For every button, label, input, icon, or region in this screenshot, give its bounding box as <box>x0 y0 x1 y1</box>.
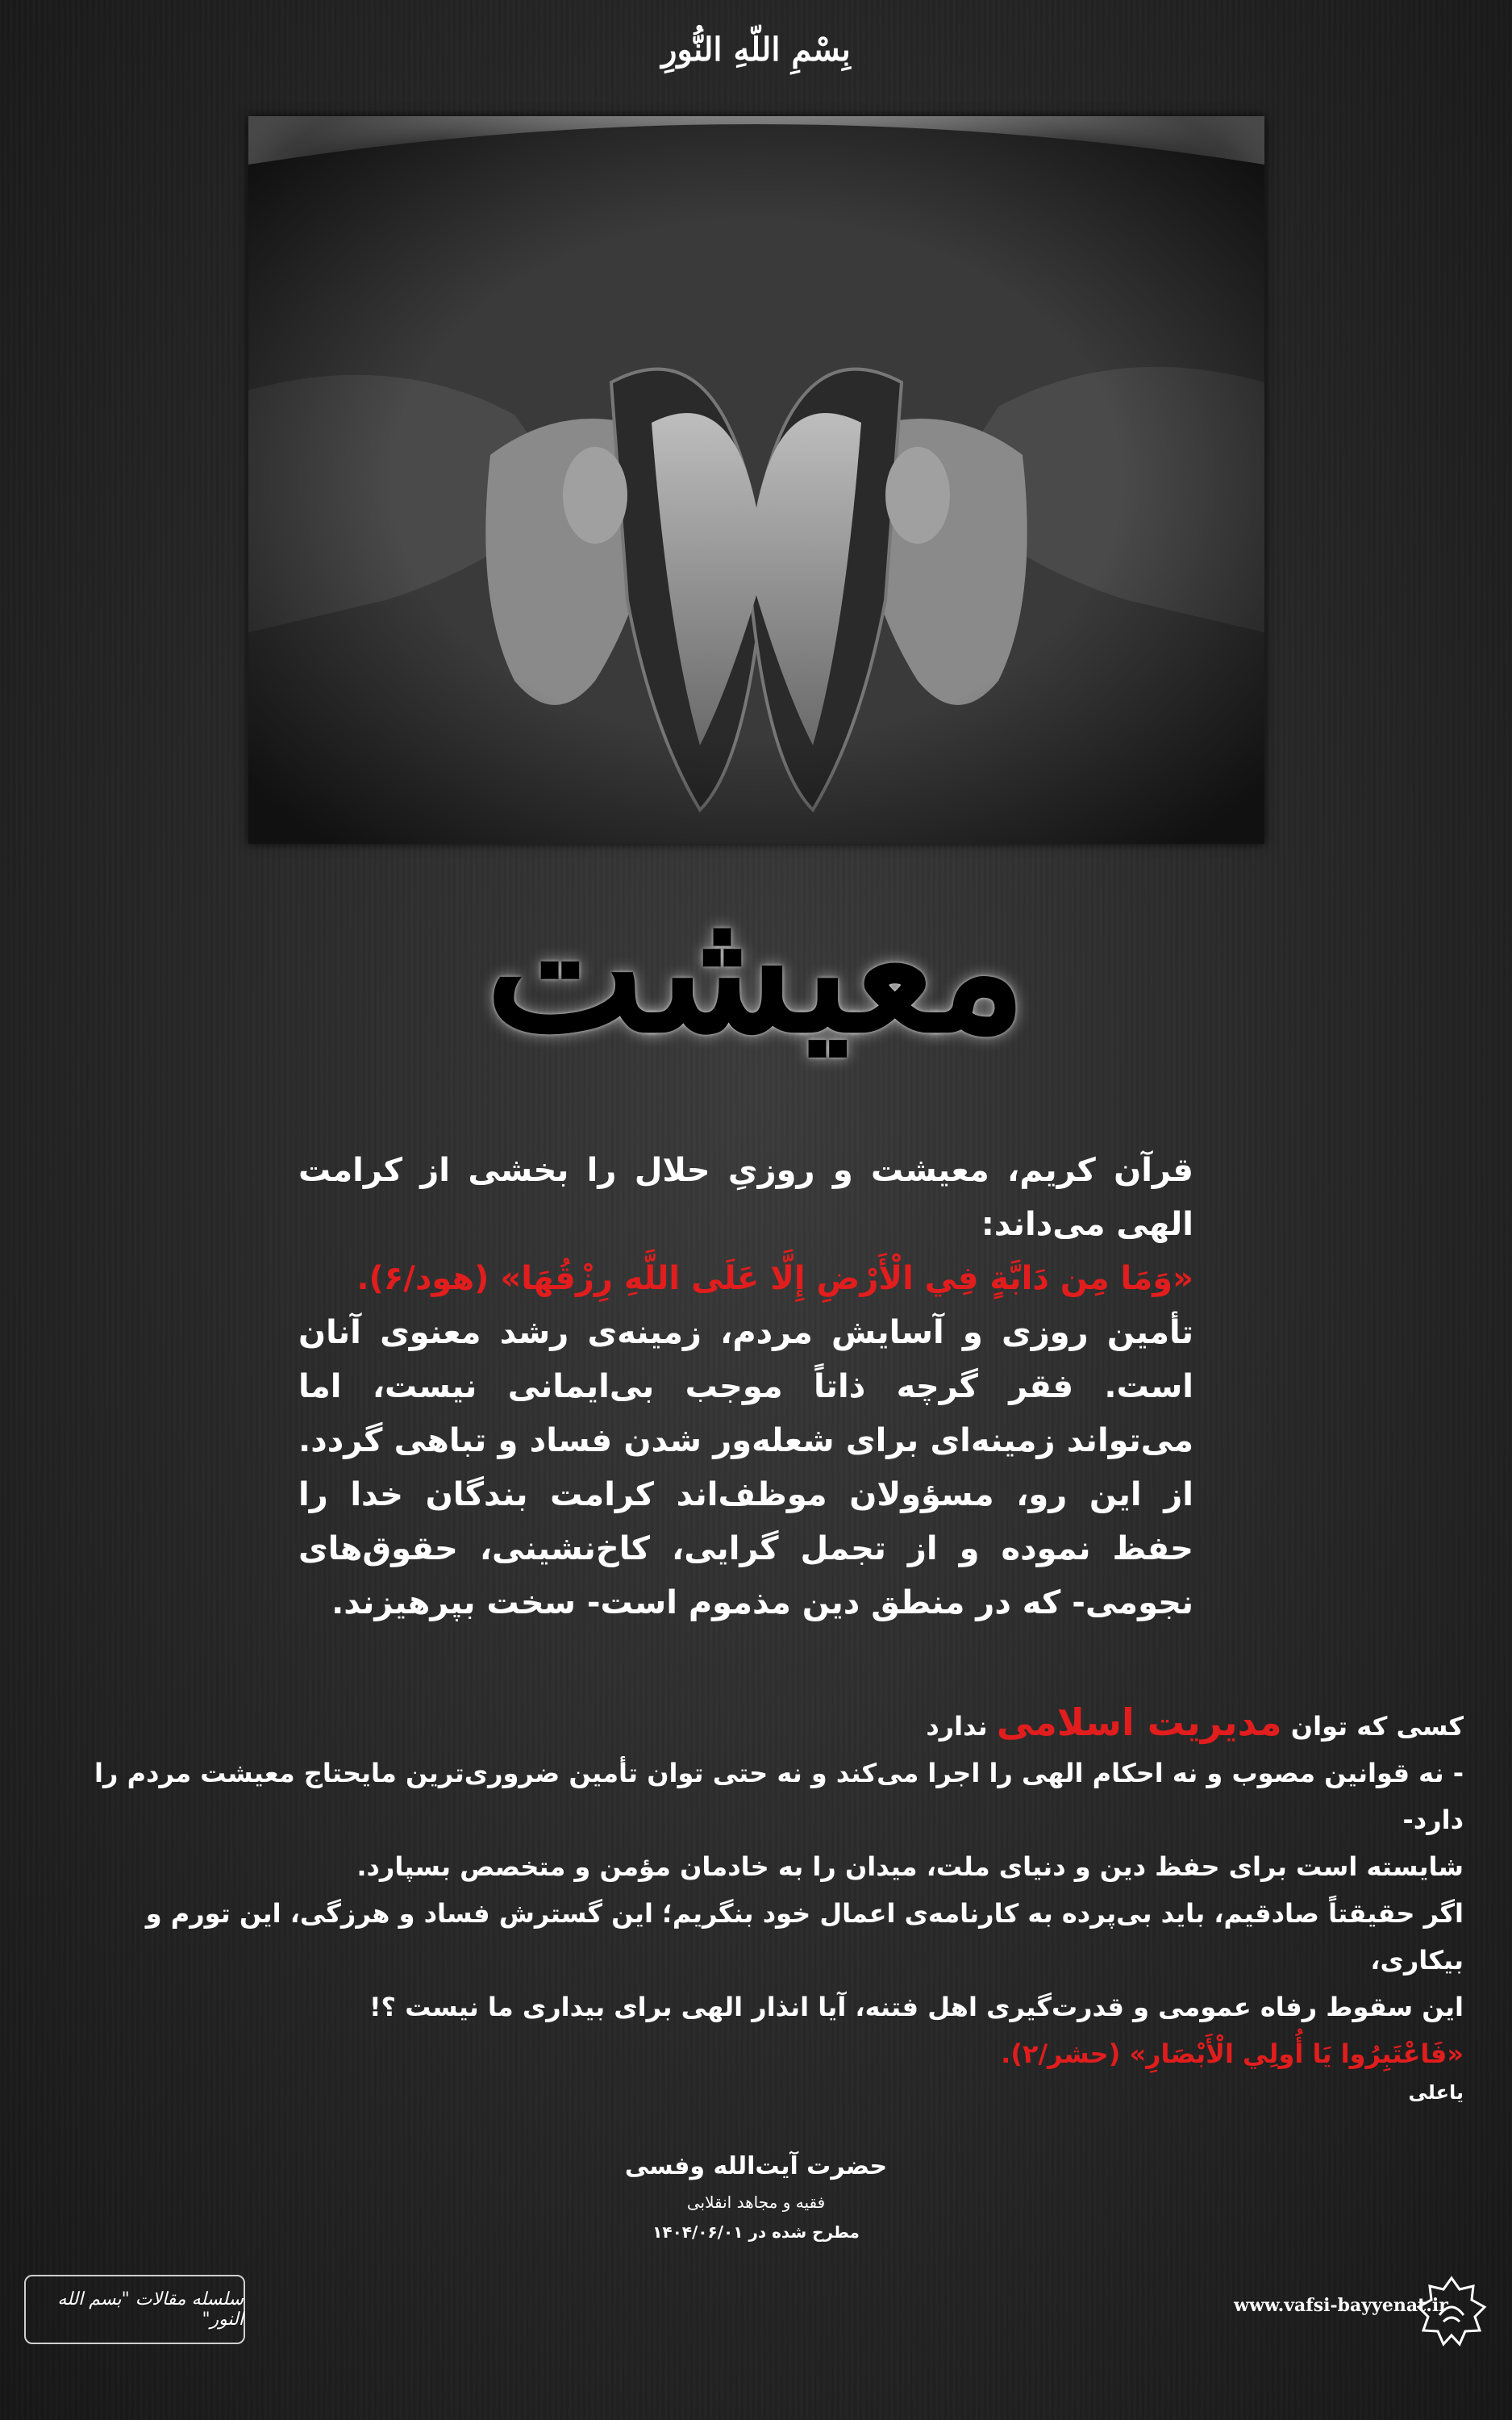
calligraphy-seal-icon <box>1415 2275 1488 2347</box>
bismillah-heading: بِسْمِ اللّهِ النُّورِ <box>661 31 851 69</box>
islamic-management-highlight: مدیریت اسلامی <box>996 1700 1282 1744</box>
paragraph-body-text: تأمین روزی و آسایش مردم، زمینه‌ی رشد معنوی آنان است. فقر گرچه ذاتاً موجب بی‌ایمانی نیست، اما می‌تواند زمینه‌ای برای شعله‌ور شدن فساد و تباهی گردد. از این رو، مسؤولان موظف‌اند کرامت بندگان خدا را حفظ نموده و از تجمل گرایی، کاخ‌نشینی، حقوق‌های نجومی- که در منطق دین مذموم است- سخت بپرهیزند. <box>298 1314 1193 1621</box>
management-section <box>48 1699 1464 2108</box>
quran-intro-text: قرآن کریم، معیشت و روزیِ حلال را بخشی از کرامت الهی می‌داند: <box>298 1152 1193 1243</box>
section2-line-4: اگر حقیقتاً صادقیم، باید بی‌پرده به کارنامه‌ی اعمال خود بنگریم؛ این گسترش فساد و هرزگی، این تورم و بیکاری، <box>145 1898 1464 1976</box>
website-link[interactable]: www.vafsi-bayyenat.ir <box>1234 2295 1448 2316</box>
quran-verse-hud: «وَمَا مِن دَابَّةٍ فِي الْأَرْضِ إِلَّا عَلَى اللَّهِ رِزْقُهَا» (هود/۶). <box>356 1260 1193 1297</box>
author-name: حضرت آیت‌الله وفسی <box>624 2152 888 2180</box>
section2-line-5: این سقوط رفاه عمومی و قدرت‌گیری اهل فتنه، آیا انذار الهی برای بیداری ما نیست ؟! <box>369 1992 1464 2022</box>
heading-pre-text: کسی که توان <box>1290 1711 1464 1742</box>
hands-empty-wallet-photo <box>248 116 1264 844</box>
section2-line-3: شایسته است برای حفظ دین و دنیای ملت، میدان را به خادمان مؤمن و متخصص بسپارد. <box>356 1851 1464 1882</box>
main-paragraph <box>298 1144 1193 1630</box>
section2-heading-line <box>48 1699 1464 1750</box>
page-title: معیشت <box>485 871 1027 1070</box>
photo-illustration <box>248 116 1264 844</box>
ya-ali-text: یاعلی <box>1408 2081 1464 2104</box>
author-role: فقیه و مجاهد انقلابی <box>686 2193 826 2212</box>
section2-line-2: - نه قوانین مصوب و نه احکام الهی را اجرا می‌کند و نه حتی توان تأمین ضروری‌ترین مایحتاج معیشت مردم را دارد- <box>94 1758 1464 1835</box>
series-badge: سلسله مقالات "بسم الله النور" <box>24 2275 245 2344</box>
heading-post-text: ندارد <box>926 1711 988 1742</box>
quran-verse-hashr: «فَاعْتَبِرُوا يَا أُولِي الْأَبْصَارِ» (حشر/۲). <box>1001 2038 1464 2069</box>
publish-date: مطرح شده در ۱۴۰۴/۰۶/۰۱ <box>652 2222 860 2242</box>
